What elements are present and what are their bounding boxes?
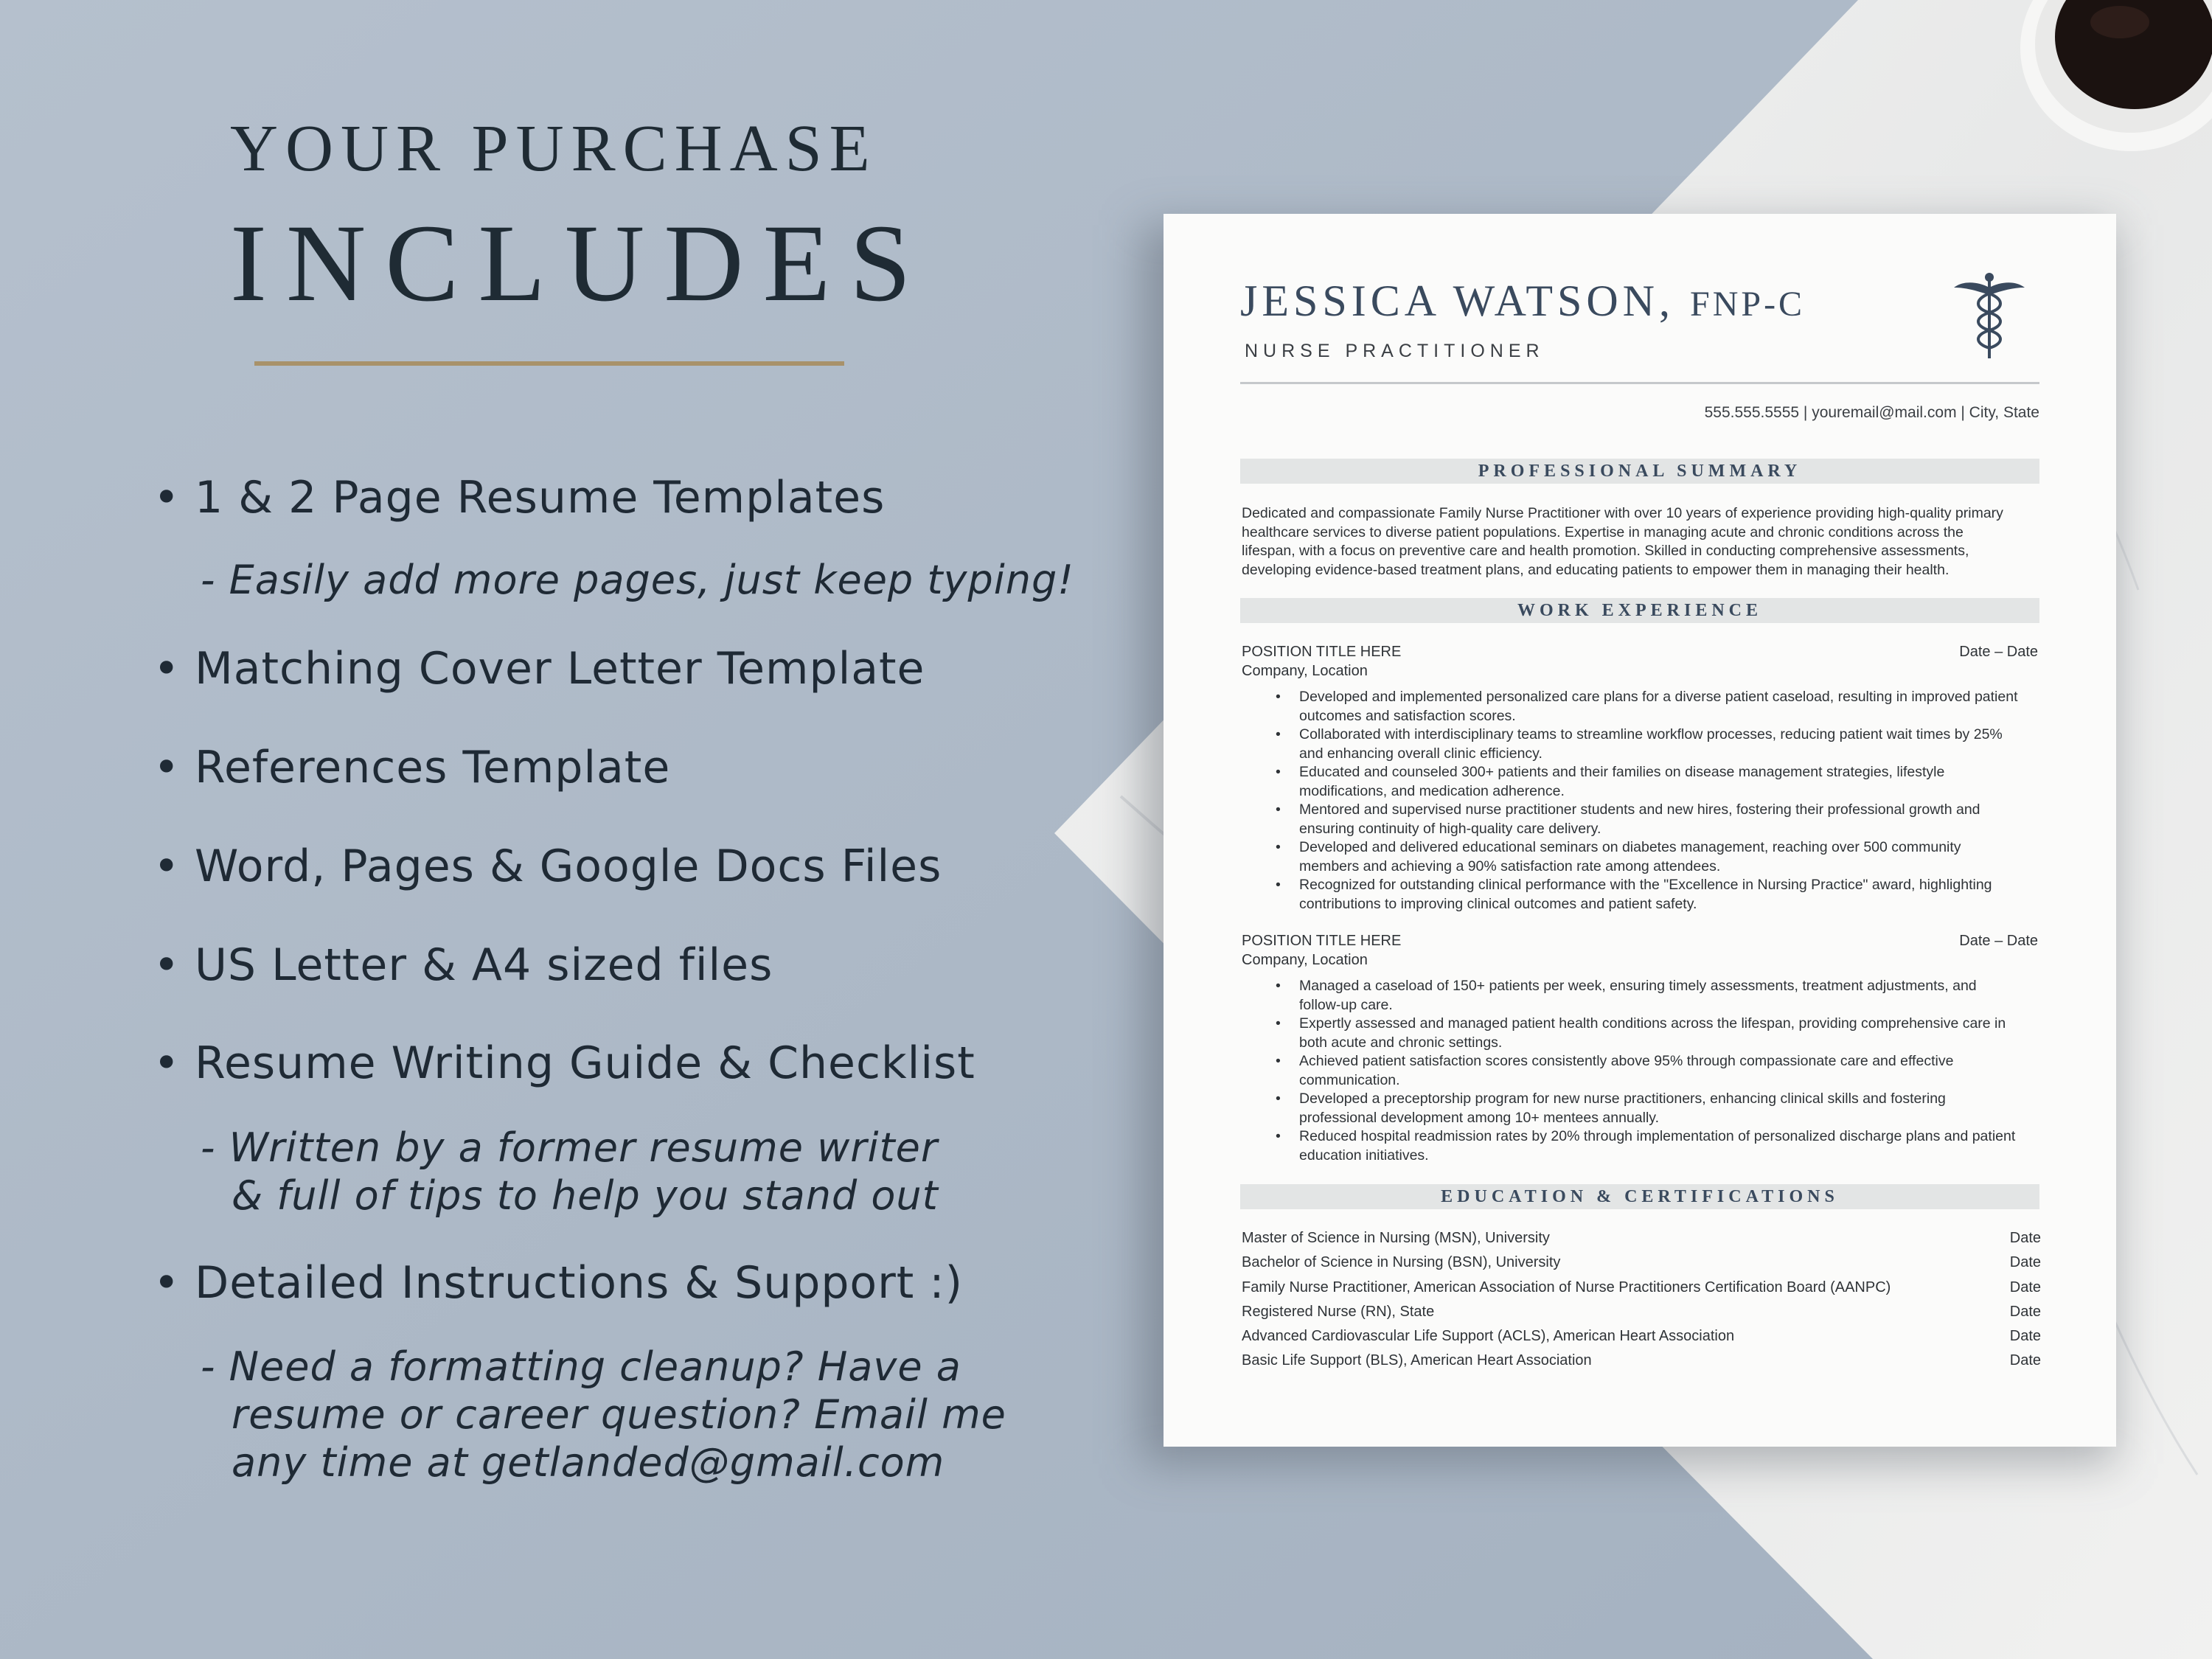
education-row — [1242, 1254, 2041, 1279]
bullet-line: Recognized for outstanding clinical performance with the "Excellence in Nursing Practice" award, highlighting — [1299, 877, 1992, 893]
education-date: Date — [2009, 1303, 2041, 1320]
bullet-line: Achieved patient satisfaction scores consistently above 95% through compassionate care and effective — [1299, 1053, 1954, 1069]
summary-line: Dedicated and compassionate Family Nurse Practitioner with over 10 years of experience providing high-quality primary — [1242, 505, 2003, 521]
coffee-cup-icon — [2002, 0, 2212, 170]
bullet-line: Expertly assessed and managed patient health conditions across the lifespan, providing comprehensive care in — [1299, 1015, 2006, 1032]
summary-line: healthcare services to diverse patient populations. Expertise in managing acute and chronic conditions across the — [1242, 524, 1964, 540]
bullet-line: contributions to improving clinical outcomes and patient safety. — [1299, 895, 1697, 912]
bullet-icon: • — [153, 939, 181, 991]
job-dates: Date – Date — [1959, 933, 2038, 949]
bullet-line: modifications, and medication adherence. — [1299, 782, 1565, 799]
list-item-label: Word, Pages & Google Docs Files — [195, 841, 942, 892]
bullet-line: professional development among 10+ mentees annually. — [1299, 1109, 1659, 1126]
bullet-line: members and achieving a 90% satisfaction rate among attendees. — [1299, 858, 1721, 874]
list-item: • Reduced hospital readmission rates by 20% through implementation of personalized discharge plans and patient education initiatives. — [1299, 1127, 2044, 1165]
bullet-line: education initiatives. — [1299, 1147, 1429, 1164]
education-item: Master of Science in Nursing (MSN), University — [1242, 1230, 1550, 1246]
list-item: • Achieved patient satisfaction scores consistently above 95% through compassionate care and effective communication. — [1299, 1052, 2044, 1090]
list-item: • Collaborated with interdisciplinary teams to streamline workflow processes, reducing patient wait times by 25% and enhancing overall clinic efficiency. — [1299, 726, 2044, 763]
list-item-note: resume or career question? Email me — [232, 1391, 1006, 1438]
list-item — [153, 841, 942, 892]
list-item-label: Resume Writing Guide & Checklist — [195, 1037, 975, 1089]
bullet-icon: • — [153, 643, 181, 695]
gold-divider — [254, 361, 844, 366]
bullet-line: and enhancing overall clinic efficiency. — [1299, 745, 1543, 762]
summary-line: developing evidence-based treatment plans, and educating patients to empower them in managing their health. — [1242, 561, 1950, 578]
bullet-icon: • — [153, 1037, 181, 1089]
education-row — [1242, 1230, 2041, 1254]
resume-name — [1240, 276, 1805, 327]
bullet-line: ensuring continuity of high-quality care delivery. — [1299, 820, 1601, 837]
bullet-line: Managed a caseload of 150+ patients per week, ensuring timely assessments, treatment adjustments, and — [1299, 978, 1977, 994]
header-divider — [1240, 382, 2039, 384]
list-item — [153, 472, 885, 524]
list-item-label: US Letter & A4 sized files — [195, 939, 773, 991]
job-header — [1242, 644, 2038, 661]
list-item: • Developed a preceptorship program for new nurse practitioners, enhancing clinical skills and fostering professional development among 10+ mentees annually. — [1299, 1090, 2044, 1127]
list-item-label: Detailed Instructions & Support :) — [195, 1257, 964, 1309]
bullet-line: follow-up care. — [1299, 996, 1393, 1013]
list-item-note: - Written by a former resume writer — [201, 1124, 939, 1171]
list-item-label: Matching Cover Letter Template — [195, 643, 925, 695]
section-heading-education: EDUCATION & CERTIFICATIONS — [1240, 1184, 2039, 1209]
promo-heading-line1: YOUR PURCHASE — [230, 112, 877, 185]
job-dates: Date – Date — [1959, 644, 2038, 660]
list-item-note: - Need a formatting cleanup? Have a — [201, 1343, 961, 1390]
resume-document — [1164, 214, 2116, 1447]
summary-line: lifespan, with a focus on preventive care and health promotion. Skilled in conducting comprehensive assessments, — [1242, 543, 1969, 559]
contact-info: 555.555.5555 | youremail@mail.com | City, State — [1704, 404, 2039, 421]
job-header — [1242, 933, 2038, 950]
education-date: Date — [2009, 1254, 2041, 1271]
list-item — [153, 939, 773, 991]
summary-text — [1242, 504, 2041, 580]
education-row — [1242, 1328, 2041, 1352]
list-item: • Recognized for outstanding clinical performance with the "Excellence in Nursing Practice" award, highlighting contributions to improving clinical outcomes and patient safety. — [1299, 876, 2044, 914]
bullet-icon: • — [153, 472, 181, 524]
education-list — [1242, 1230, 2041, 1377]
promo-heading-line2: INCLUDES — [230, 202, 931, 324]
job-position: POSITION TITLE HERE — [1242, 644, 1402, 660]
caduceus-icon — [1952, 271, 2026, 360]
education-row — [1242, 1279, 2041, 1304]
list-item-label: References Template — [195, 742, 671, 793]
section-heading-summary: PROFESSIONAL SUMMARY — [1240, 459, 2039, 484]
education-date: Date — [2009, 1328, 2041, 1345]
education-item: Advanced Cardiovascular Life Support (ACLS), American Heart Association — [1242, 1328, 1735, 1345]
job-bullets — [1276, 977, 2044, 1165]
job-position: POSITION TITLE HERE — [1242, 933, 1402, 949]
job-company: Company, Location — [1242, 663, 1368, 679]
resume-credential: FNP-C — [1690, 285, 1806, 324]
list-item: • Developed and implemented personalized care plans for a diverse patient caseload, resulting in improved patient outcomes and satisfaction scores. — [1299, 688, 2044, 726]
bullet-icon: • — [153, 841, 181, 892]
education-date: Date — [2009, 1352, 2041, 1369]
section-heading-work: WORK EXPERIENCE — [1240, 598, 2039, 623]
list-item — [153, 1037, 975, 1089]
education-row — [1242, 1352, 2041, 1377]
list-item-note: - Easily add more pages, just keep typing! — [201, 557, 1074, 603]
bullet-line: Mentored and supervised nurse practitioner students and new hires, fostering their professional growth and — [1299, 801, 1980, 818]
bullet-line: Reduced hospital readmission rates by 20% through implementation of personalized discharge plans and patient — [1299, 1128, 2016, 1144]
list-item: • Managed a caseload of 150+ patients per week, ensuring timely assessments, treatment adjustments, and follow-up care. — [1299, 977, 2044, 1015]
education-item: Registered Nurse (RN), State — [1242, 1303, 1435, 1320]
resume-name-text: JESSICA WATSON, — [1240, 276, 1675, 325]
bullet-line: Developed and implemented personalized care plans for a diverse patient caseload, resulting in improved patient — [1299, 689, 2018, 705]
list-item: • Educated and counseled 300+ patients and their families on disease management strategies, lifestyle modifications, and medication adherence. — [1299, 763, 2044, 801]
list-item: • Expertly assessed and managed patient health conditions across the lifespan, providing comprehensive care in both acute and chronic settings. — [1299, 1015, 2044, 1052]
bullet-line: Developed and delivered educational seminars on diabetes management, reaching over 500 community — [1299, 839, 1961, 855]
job-bullets — [1276, 688, 2044, 914]
list-item-note: & full of tips to help you stand out — [232, 1172, 939, 1219]
list-item: • Mentored and supervised nurse practitioner students and new hires, fostering their professional growth and ensuring continuity of high-quality care delivery. — [1299, 801, 2044, 838]
job-company: Company, Location — [1242, 952, 1368, 968]
list-item — [153, 643, 925, 695]
education-item: Bachelor of Science in Nursing (BSN), University — [1242, 1254, 1561, 1271]
bullet-line: communication. — [1299, 1071, 1400, 1088]
list-item-note: any time at getlanded@gmail.com — [232, 1439, 945, 1486]
list-item — [153, 742, 670, 793]
list-item — [153, 1257, 963, 1309]
bullet-icon: • — [153, 1257, 181, 1309]
bullet-line: outcomes and satisfaction scores. — [1299, 707, 1516, 724]
list-item: • Developed and delivered educational seminars on diabetes management, reaching over 500 community members and achieving a 90% satisfaction rate among attendees. — [1299, 838, 2044, 876]
bullet-line: both acute and chronic settings. — [1299, 1034, 1503, 1051]
education-item: Basic Life Support (BLS), American Heart Association — [1242, 1352, 1592, 1369]
list-item-label: 1 & 2 Page Resume Templates — [195, 472, 886, 524]
resume-job-title: NURSE PRACTITIONER — [1245, 341, 1545, 361]
bullet-line: Collaborated with interdisciplinary teams to streamline workflow processes, reducing patient wait times by 25% — [1299, 726, 2003, 742]
education-row — [1242, 1304, 2041, 1328]
education-item: Family Nurse Practitioner, American Association of Nurse Practitioners Certification Board (AANPC) — [1242, 1279, 1891, 1295]
bullet-icon: • — [153, 742, 181, 793]
bullet-line: Educated and counseled 300+ patients and their families on disease management strategies, lifestyle — [1299, 764, 1945, 780]
bullet-line: Developed a preceptorship program for new nurse practitioners, enhancing clinical skills and fostering — [1299, 1091, 1946, 1107]
education-date: Date — [2009, 1279, 2041, 1295]
education-date: Date — [2009, 1230, 2041, 1246]
